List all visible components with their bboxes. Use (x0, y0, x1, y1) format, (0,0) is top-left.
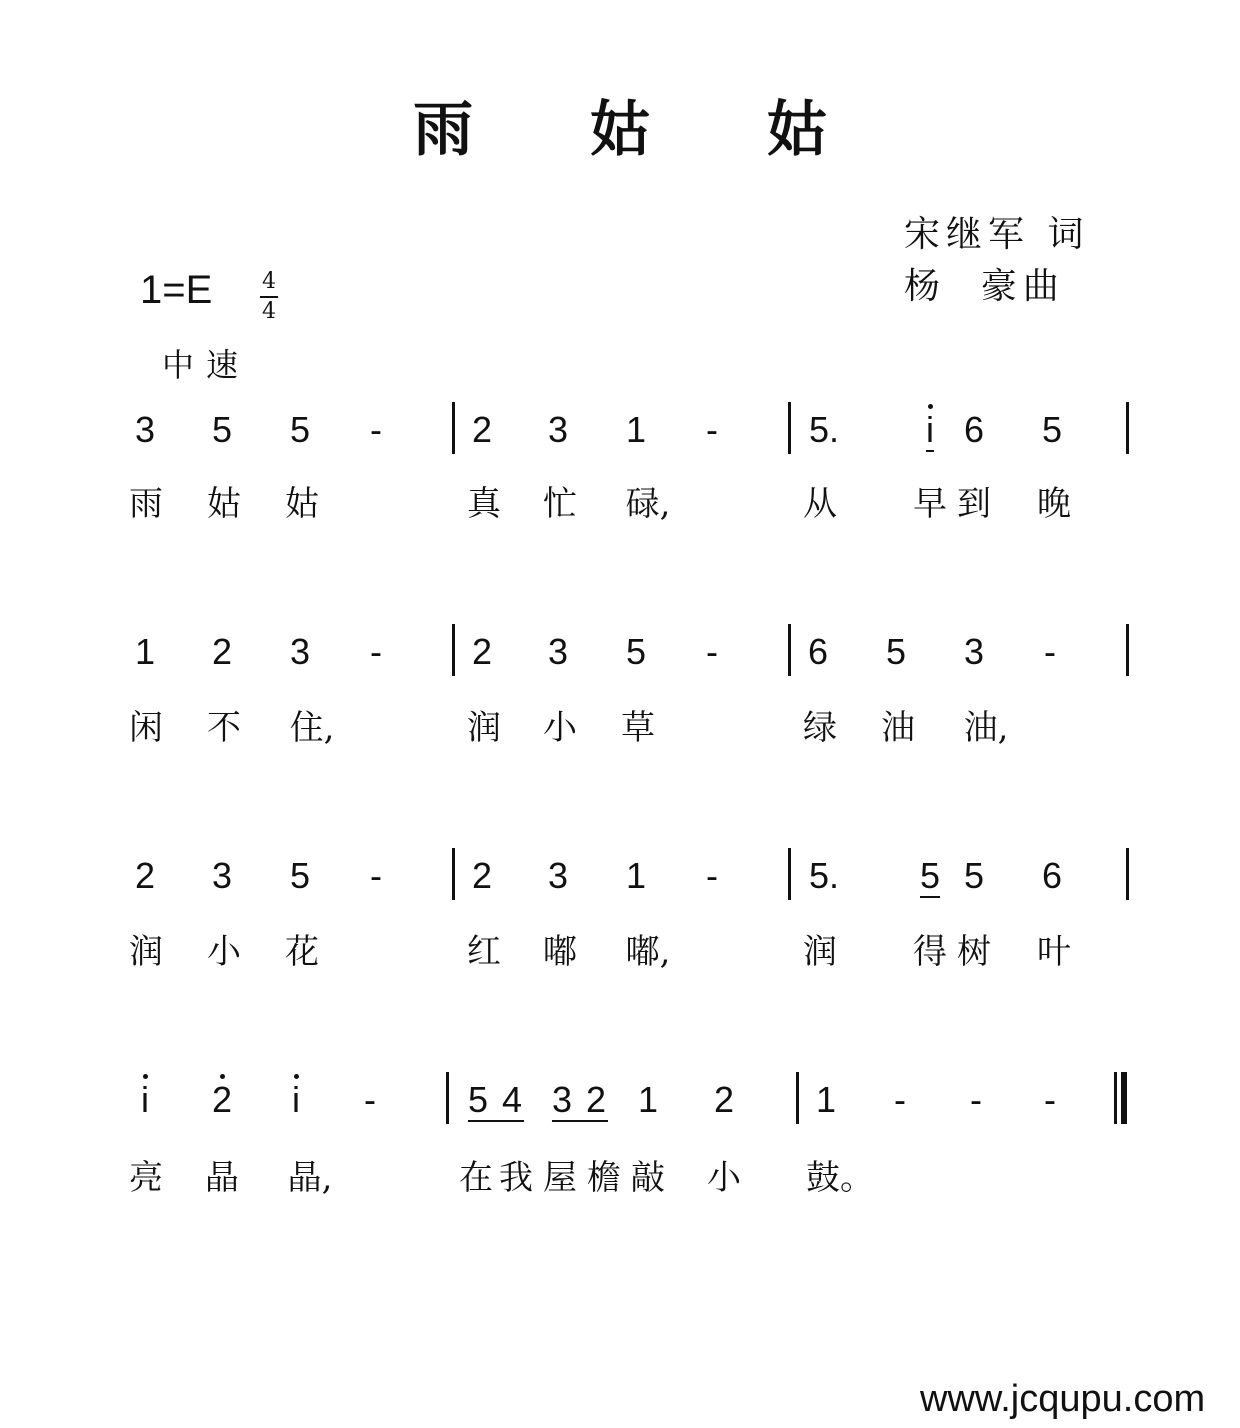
final-barline-thin (1114, 1072, 1117, 1124)
note: 1 (625, 855, 647, 896)
note-dash: - (1044, 1079, 1056, 1120)
note-group-underlined: 3 2 (551, 1079, 609, 1120)
lyric: 草 (621, 708, 655, 748)
note: 3 (134, 409, 156, 450)
high-octave-dot (294, 1074, 299, 1079)
lyric: 从 (803, 484, 837, 524)
time-signature-top: 4 (262, 269, 276, 294)
note: 2 (471, 409, 493, 450)
final-barline-thick (1121, 1072, 1127, 1124)
note-dash: - (364, 1079, 376, 1120)
note-dash: - (970, 1079, 982, 1120)
note: 2 (471, 855, 493, 896)
note-high: i (141, 1079, 149, 1120)
note-dash: - (1044, 631, 1056, 672)
lyric: 姑 (207, 484, 241, 524)
note: 5 (963, 855, 985, 896)
note: 6 (1041, 855, 1063, 896)
lyric: 小 (207, 932, 241, 972)
lyric: 我 (499, 1158, 533, 1198)
barline (452, 402, 455, 454)
note: 6 (807, 631, 829, 672)
lyric: 红 (467, 932, 501, 972)
key-signature: 1=E (140, 268, 213, 312)
barline (788, 624, 791, 676)
lyric: 敲 (631, 1158, 665, 1198)
barline (1126, 402, 1129, 454)
note: 2 (471, 631, 493, 672)
lyric: 真 (467, 484, 501, 524)
barline (452, 848, 455, 900)
high-octave-dot (220, 1074, 225, 1079)
note: 3 (547, 409, 569, 450)
lyric: 檐 (587, 1158, 621, 1198)
note: 2 (713, 1079, 735, 1120)
note-underlined: 5 (919, 855, 941, 896)
lyric: 不 (207, 708, 241, 748)
barline (452, 624, 455, 676)
composer-credit: 杨 豪曲 (904, 266, 1065, 307)
tempo-marking: 中速 (162, 346, 251, 384)
note: 1 (815, 1079, 837, 1120)
lyric: 嘟, (625, 932, 671, 972)
lyric: 碌, (625, 484, 671, 524)
note: 6 (963, 409, 985, 450)
note-group-underlined: 5 4 (467, 1079, 525, 1120)
note-dotted: 5. (808, 855, 840, 896)
lyric: 雨 (129, 484, 163, 524)
lyric: 亮 (129, 1158, 163, 1198)
note: 2 (134, 855, 156, 896)
note-dash: - (706, 631, 718, 672)
note: 3 (547, 855, 569, 896)
note: 1 (625, 409, 647, 450)
note: 1 (134, 631, 156, 672)
lyric: 忙 (543, 484, 577, 524)
note: 5 (289, 409, 311, 450)
lyric: 树 (957, 932, 991, 972)
lyric: 晶 (205, 1158, 239, 1198)
time-signature-bottom: 4 (262, 299, 276, 324)
note: 3 (289, 631, 311, 672)
note-dash: - (706, 409, 718, 450)
note: 3 (963, 631, 985, 672)
lyric: 屋 (543, 1158, 577, 1198)
high-octave-dot (143, 1074, 148, 1079)
note-dash: - (706, 855, 718, 896)
lyric: 住, (289, 708, 335, 748)
lyric: 润 (803, 932, 837, 972)
note: 1 (637, 1079, 659, 1120)
note-dotted: 5. (808, 409, 840, 450)
lyric: 花 (285, 932, 319, 972)
lyric: 小 (707, 1158, 741, 1198)
note: 5 (289, 855, 311, 896)
lyric: 在 (459, 1158, 493, 1198)
note-high-underlined: i (926, 409, 934, 450)
lyric: 得 (913, 932, 947, 972)
lyric: 嘟 (543, 932, 577, 972)
note: 5 (885, 631, 907, 672)
lyricist-credit: 宋继军 词 (904, 214, 1090, 255)
lyric: 油, (963, 708, 1009, 748)
song-title: 雨 姑 姑 (413, 95, 875, 165)
note: 5 (211, 409, 233, 450)
lyric: 晚 (1037, 484, 1071, 524)
high-octave-dot (928, 404, 933, 409)
lyric: 润 (467, 708, 501, 748)
lyric: 鼓。 (806, 1158, 874, 1198)
time-signature (260, 270, 278, 324)
barline (788, 402, 791, 454)
lyric: 姑 (285, 484, 319, 524)
barline (446, 1072, 449, 1124)
barline (1126, 624, 1129, 676)
note: 5 (625, 631, 647, 672)
lyric: 闲 (129, 708, 163, 748)
lyric: 小 (543, 708, 577, 748)
note: 2 (211, 631, 233, 672)
barline (796, 1072, 799, 1124)
time-signature-line (260, 296, 278, 298)
note-high: i (292, 1079, 300, 1120)
note-dash: - (370, 855, 382, 896)
site-watermark: www.jcqupu.com (920, 1378, 1206, 1420)
lyric: 到 (957, 484, 991, 524)
note-dash: - (370, 631, 382, 672)
lyric: 晶, (287, 1158, 333, 1198)
note-dash: - (894, 1079, 906, 1120)
lyric: 早 (913, 484, 947, 524)
barline (788, 848, 791, 900)
note: 3 (211, 855, 233, 896)
lyric: 叶 (1037, 932, 1071, 972)
note-dash: - (370, 409, 382, 450)
barline (1126, 848, 1129, 900)
note: 5 (1041, 409, 1063, 450)
lyric: 绿 (803, 708, 837, 748)
lyric: 润 (129, 932, 163, 972)
lyric: 油 (881, 708, 915, 748)
note-high: 2 (211, 1079, 233, 1120)
note: 3 (547, 631, 569, 672)
